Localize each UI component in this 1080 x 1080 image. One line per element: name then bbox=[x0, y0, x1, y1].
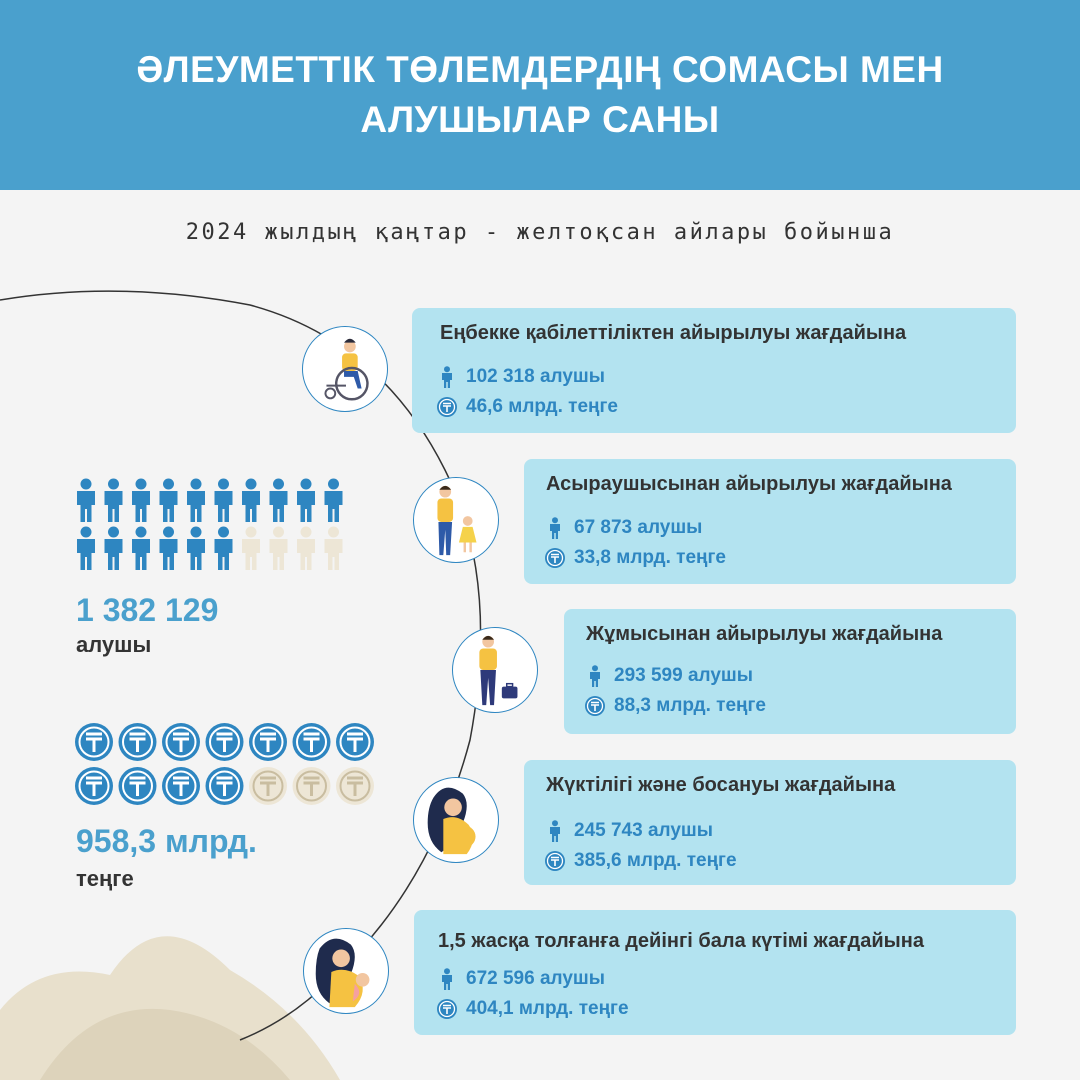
total-amount-value: 958,3 млрд. bbox=[76, 823, 257, 859]
person-icon-filled bbox=[105, 527, 123, 571]
tenge-coin-icon-filled bbox=[336, 723, 374, 761]
total-recipients-value: 1 382 129 bbox=[76, 592, 219, 628]
person-icon-filled bbox=[242, 479, 260, 523]
tenge-coin-icon-empty bbox=[249, 767, 287, 805]
header-banner bbox=[0, 0, 1080, 190]
person-icon-filled bbox=[270, 479, 288, 523]
person-icon-empty bbox=[297, 527, 315, 571]
card-amount: 88,3 млрд. теңге bbox=[614, 695, 766, 716]
card-breadwinner-loss bbox=[524, 459, 1016, 584]
person-icon-filled bbox=[215, 479, 233, 523]
person-icon-empty bbox=[270, 527, 288, 571]
person-icon-filled bbox=[77, 527, 95, 571]
card-recipients-row bbox=[544, 517, 702, 539]
tenge-coin-icon-filled bbox=[206, 767, 244, 805]
tenge-coin-icon-filled bbox=[75, 767, 113, 805]
card-recipients: 67 873 алушы bbox=[574, 517, 703, 538]
father-child-icon bbox=[413, 477, 499, 563]
card-amount: 385,6 млрд. теңге bbox=[574, 850, 737, 871]
card-title: Еңбекке қабілеттіліктен айырылуы жағдайына bbox=[440, 322, 907, 344]
card-title: Асыраушысынан айырылуы жағдайына bbox=[546, 473, 952, 495]
page-title: ӘЛЕУМЕТТІК ТӨЛЕМДЕРДІҢ СОМАСЫ МЕН АЛУШЫЛАР САНЫ bbox=[136, 49, 944, 140]
person-icon-filled bbox=[187, 479, 205, 523]
tenge-coin-icon-filled bbox=[75, 723, 113, 761]
person-icon bbox=[544, 517, 566, 539]
person-icon-filled bbox=[160, 527, 178, 571]
card-amount-row bbox=[584, 695, 766, 717]
person-icon-filled bbox=[160, 479, 178, 523]
tenge-coin-icon-filled bbox=[119, 767, 157, 805]
tenge-coin-icon bbox=[584, 695, 606, 717]
tenge-coin-icon-filled bbox=[293, 723, 331, 761]
card-maternity bbox=[524, 760, 1016, 885]
total-amount-label: теңге bbox=[76, 866, 134, 891]
person-icon-filled bbox=[215, 527, 233, 571]
tenge-coin-icon-empty bbox=[336, 767, 374, 805]
card-amount-row bbox=[544, 850, 737, 872]
card-amount-row bbox=[544, 547, 726, 569]
card-title: Жүктілігі және босануы жағдайына bbox=[546, 774, 896, 796]
card-disability bbox=[412, 308, 1016, 433]
card-recipients: 245 743 алушы bbox=[574, 820, 713, 841]
person-icon-filled bbox=[325, 479, 343, 523]
person-icon-filled bbox=[297, 479, 315, 523]
man-briefcase-icon bbox=[452, 627, 538, 713]
coins-pictogram-svg bbox=[74, 722, 384, 812]
card-recipients-row bbox=[436, 366, 605, 388]
person-icon bbox=[544, 820, 566, 842]
tenge-coin-icon-filled bbox=[162, 723, 200, 761]
person-icon-filled bbox=[105, 479, 123, 523]
card-amount: 46,6 млрд. теңге bbox=[466, 396, 618, 417]
tenge-coin-icon bbox=[436, 998, 458, 1020]
card-amount: 404,1 млрд. теңге bbox=[466, 998, 629, 1019]
person-icon-empty bbox=[242, 527, 260, 571]
person-icon-filled bbox=[132, 527, 150, 571]
card-title: Жұмысынан айырылуы жағдайына bbox=[586, 623, 943, 645]
card-amount-row bbox=[436, 998, 629, 1020]
card-recipients-row bbox=[584, 665, 753, 687]
person-icon-filled bbox=[77, 479, 95, 523]
card-job-loss bbox=[564, 609, 1016, 734]
card-recipients: 672 596 алушы bbox=[466, 968, 605, 989]
person-icon bbox=[436, 366, 458, 388]
mother-baby-icon bbox=[303, 928, 389, 1014]
card-recipients-row bbox=[544, 820, 713, 842]
person-icon bbox=[436, 968, 458, 990]
pregnant-woman-icon bbox=[413, 777, 499, 863]
tenge-coin-icon-empty bbox=[293, 767, 331, 805]
people-pictogram-grid bbox=[74, 478, 354, 583]
card-recipients-row bbox=[436, 968, 605, 990]
person-icon-filled bbox=[187, 527, 205, 571]
tenge-coin-icon-filled bbox=[119, 723, 157, 761]
wheelchair-person-icon bbox=[302, 326, 388, 412]
coins-pictogram-grid bbox=[74, 722, 384, 817]
card-recipients: 102 318 алушы bbox=[466, 366, 605, 387]
tenge-coin-icon-filled bbox=[206, 723, 244, 761]
page-subtitle: 2024 жылдың қаңтар - желтоқсан айлары бойынша bbox=[185, 220, 895, 245]
tenge-coin-icon bbox=[544, 547, 566, 569]
tenge-coin-icon bbox=[436, 396, 458, 418]
tenge-coin-icon bbox=[544, 850, 566, 872]
timeline-arc bbox=[0, 291, 481, 1040]
card-amount: 33,8 млрд. теңге bbox=[574, 547, 726, 568]
tenge-coin-icon-filled bbox=[249, 723, 287, 761]
card-title: 1,5 жасқа толғанға дейінгі бала күтімі жағдайына bbox=[438, 930, 924, 952]
people-pictogram-svg bbox=[74, 478, 354, 578]
person-icon-empty bbox=[325, 527, 343, 571]
person-icon-filled bbox=[132, 479, 150, 523]
person-icon bbox=[584, 665, 606, 687]
total-recipients-label: алушы bbox=[76, 632, 152, 657]
tenge-coin-icon-filled bbox=[162, 767, 200, 805]
card-recipients: 293 599 алушы bbox=[614, 665, 753, 686]
card-childcare bbox=[414, 910, 1016, 1035]
card-amount-row bbox=[436, 396, 618, 418]
